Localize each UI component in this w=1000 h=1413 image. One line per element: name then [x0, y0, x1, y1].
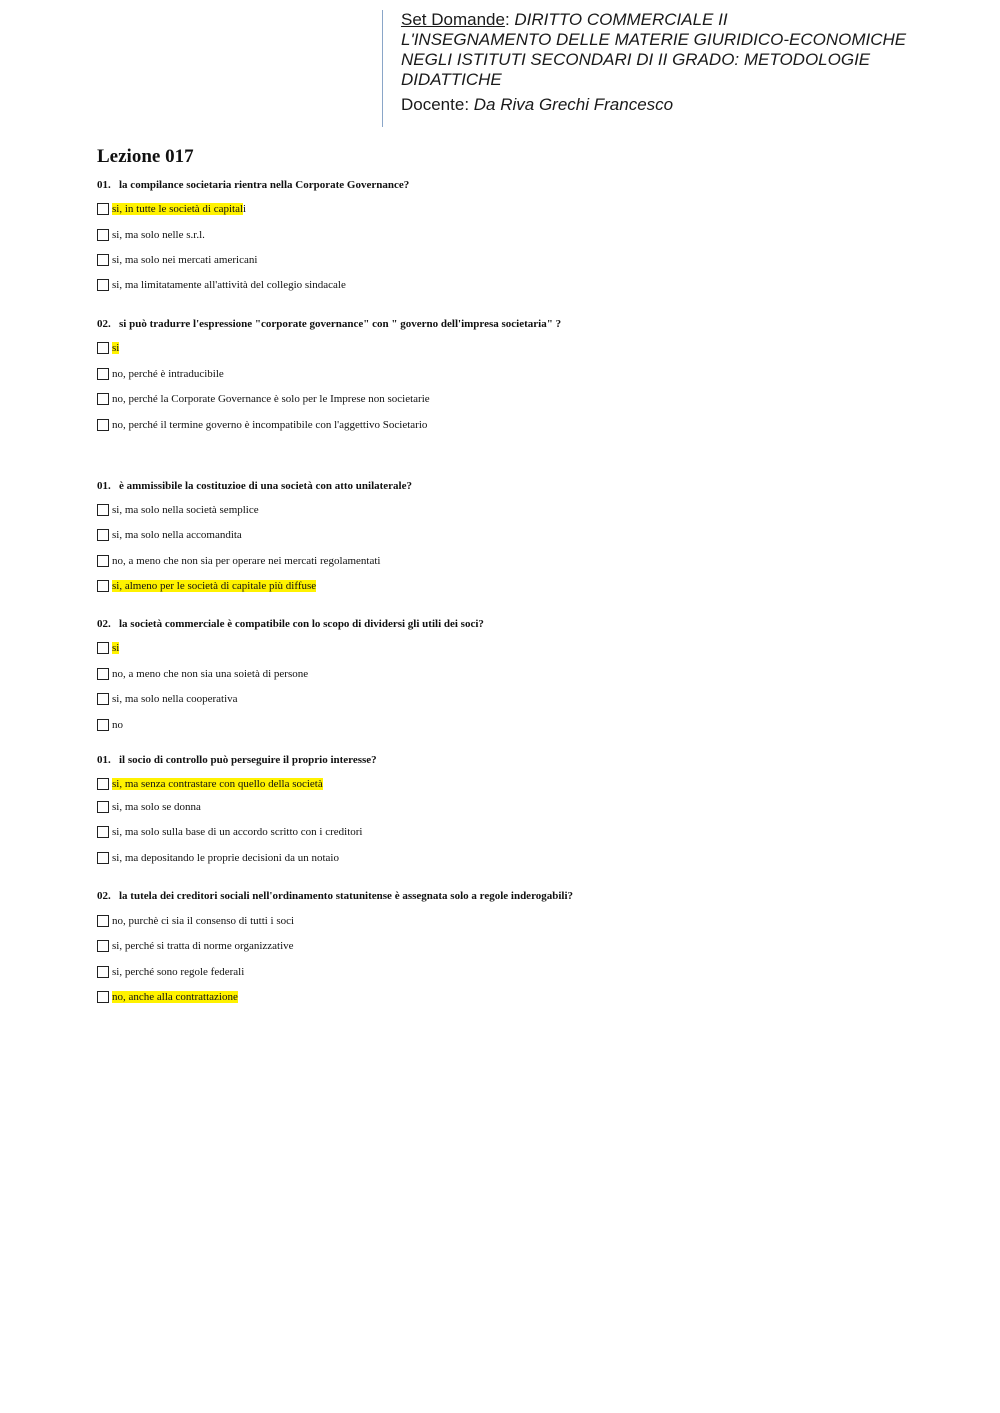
- answer-checkbox[interactable]: [97, 393, 109, 405]
- question-text: la società commerciale è compatibile con lo scopo di dividersi gli utili dei soci?: [119, 618, 484, 630]
- answer-option[interactable]: [97, 554, 380, 568]
- set-title: DIRITTO COMMERCIALE II: [514, 10, 728, 29]
- answer-checkbox[interactable]: [97, 229, 109, 241]
- set-line: [401, 10, 942, 30]
- answer-option[interactable]: [97, 851, 339, 865]
- docente-line: [401, 95, 942, 115]
- answer-checkbox[interactable]: [97, 419, 109, 431]
- answer-checkbox[interactable]: [97, 778, 109, 790]
- answer-option[interactable]: [97, 641, 119, 655]
- answer-checkbox[interactable]: [97, 852, 109, 864]
- answer-text: no, perché è intraducibile: [112, 368, 224, 380]
- answer-text: no, a meno che non sia una soietà di persone: [112, 668, 309, 680]
- answer-option[interactable]: [97, 965, 244, 979]
- answer-text: no, a meno che non sia per operare nei mercati regolamentati: [112, 555, 381, 567]
- answer-text: no: [112, 719, 123, 731]
- document-header: [382, 10, 942, 127]
- question-text: si può tradurre l'espressione "corporate governance" con " governo dell'impresa societaria" ?: [119, 318, 562, 330]
- answer-option[interactable]: [97, 228, 205, 242]
- answer-text: no, perché la Corporate Governance è solo per le Imprese non societarie: [112, 393, 430, 405]
- answer-highlighted-text: si, almeno per le società di capitale più diffuse: [112, 580, 317, 592]
- docente-label: Docente:: [401, 95, 474, 114]
- answer-text: i: [243, 203, 247, 215]
- set-separator: :: [504, 10, 515, 29]
- answer-checkbox[interactable]: [97, 801, 109, 813]
- question-text: il socio di controllo può perseguire il proprio interesse?: [119, 754, 377, 766]
- answer-text: si, ma solo nella società semplice: [112, 504, 259, 516]
- answer-checkbox[interactable]: [97, 719, 109, 731]
- answer-checkbox[interactable]: [97, 254, 109, 266]
- answer-text: si, perché sono regole federali: [112, 966, 245, 978]
- answer-option[interactable]: [97, 990, 238, 1004]
- answer-highlighted-text: si, ma senza contrastare con quello della società: [112, 778, 323, 790]
- question-text: la tutela dei creditori sociali nell'ordinamento statunitense è assegnata solo a regole inderogabili?: [119, 890, 574, 902]
- answer-text: si, ma solo sulla base di un accordo scritto con i creditori: [112, 826, 363, 838]
- answer-text: no, purchè ci sia il consenso di tutti i soci: [112, 915, 295, 927]
- question-number: 02.: [97, 890, 111, 902]
- answer-option[interactable]: [97, 579, 316, 593]
- question-number: 01.: [97, 179, 111, 191]
- answer-text: si, ma solo se donna: [112, 801, 201, 813]
- answer-option[interactable]: [97, 367, 224, 381]
- answer-option[interactable]: [97, 341, 119, 355]
- set-subtitle: L'INSEGNAMENTO DELLE MATERIE GIURIDICO-ECONOMICHE NEGLI ISTITUTI SECONDARI DI II GRADO: METODOLOGIE DIDATTICHE: [401, 30, 907, 89]
- answer-option[interactable]: [97, 253, 257, 267]
- question-number: 02.: [97, 618, 111, 630]
- answer-checkbox[interactable]: [97, 966, 109, 978]
- question-text: è ammissibile la costituzioe di una società con atto unilaterale?: [119, 480, 412, 492]
- answer-option[interactable]: [97, 667, 308, 681]
- answer-checkbox[interactable]: [97, 203, 109, 215]
- answer-checkbox[interactable]: [97, 529, 109, 541]
- answer-option[interactable]: [97, 914, 294, 928]
- answer-option[interactable]: [97, 418, 427, 432]
- docente-name: Da Riva Grechi Francesco: [473, 95, 674, 114]
- lesson-title: Lezione 017: [97, 146, 194, 167]
- answer-checkbox[interactable]: [97, 991, 109, 1003]
- answer-checkbox[interactable]: [97, 668, 109, 680]
- answer-option[interactable]: [97, 692, 238, 706]
- answer-option[interactable]: [97, 528, 242, 542]
- answer-text: si, perché si tratta di norme organizzative: [112, 940, 294, 952]
- answer-checkbox[interactable]: [97, 826, 109, 838]
- answer-checkbox[interactable]: [97, 580, 109, 592]
- answer-highlighted-text: no, anche alla contrattazione: [112, 991, 238, 1003]
- set-label: Set Domande: [401, 10, 505, 29]
- answer-checkbox[interactable]: [97, 555, 109, 567]
- answer-option[interactable]: [97, 503, 259, 517]
- answer-option[interactable]: [97, 392, 430, 406]
- answer-text: si, ma solo nella cooperativa: [112, 693, 238, 705]
- answer-option[interactable]: [97, 202, 246, 216]
- answer-option[interactable]: [97, 278, 346, 292]
- answer-text: si, ma solo nelle s.r.l.: [112, 229, 205, 241]
- answer-highlighted-text: si: [112, 642, 120, 654]
- answer-checkbox[interactable]: [97, 368, 109, 380]
- question: [97, 754, 377, 766]
- question-number: 01.: [97, 754, 111, 766]
- question: [97, 618, 484, 630]
- answer-option[interactable]: [97, 800, 201, 814]
- answer-option[interactable]: [97, 939, 294, 953]
- answer-checkbox[interactable]: [97, 504, 109, 516]
- answer-option[interactable]: [97, 718, 123, 732]
- answer-option[interactable]: [97, 825, 363, 839]
- answer-text: si, ma solo nei mercati americani: [112, 254, 258, 266]
- answer-text: si, ma solo nella accomandita: [112, 529, 242, 541]
- question-number: 01.: [97, 480, 111, 492]
- answer-highlighted-text: si, in tutte le società di capital: [112, 203, 244, 215]
- question: [97, 318, 561, 330]
- answer-checkbox[interactable]: [97, 940, 109, 952]
- answer-checkbox[interactable]: [97, 693, 109, 705]
- question-number: 02.: [97, 318, 111, 330]
- answer-text: si, ma depositando le proprie decisioni da un notaio: [112, 852, 339, 864]
- answer-text: no, perché il termine governo è incompatibile con l'aggettivo Societario: [112, 419, 428, 431]
- answer-highlighted-text: si: [112, 342, 120, 354]
- answer-checkbox[interactable]: [97, 342, 109, 354]
- question: [97, 480, 412, 492]
- answer-text: si, ma limitatamente all'attività del collegio sindacale: [112, 279, 346, 291]
- answer-checkbox[interactable]: [97, 279, 109, 291]
- answer-option[interactable]: [97, 777, 323, 791]
- question: [97, 890, 573, 902]
- answer-checkbox[interactable]: [97, 915, 109, 927]
- question-text: la compilance societaria rientra nella Corporate Governance?: [119, 179, 410, 191]
- answer-checkbox[interactable]: [97, 642, 109, 654]
- question: [97, 179, 409, 191]
